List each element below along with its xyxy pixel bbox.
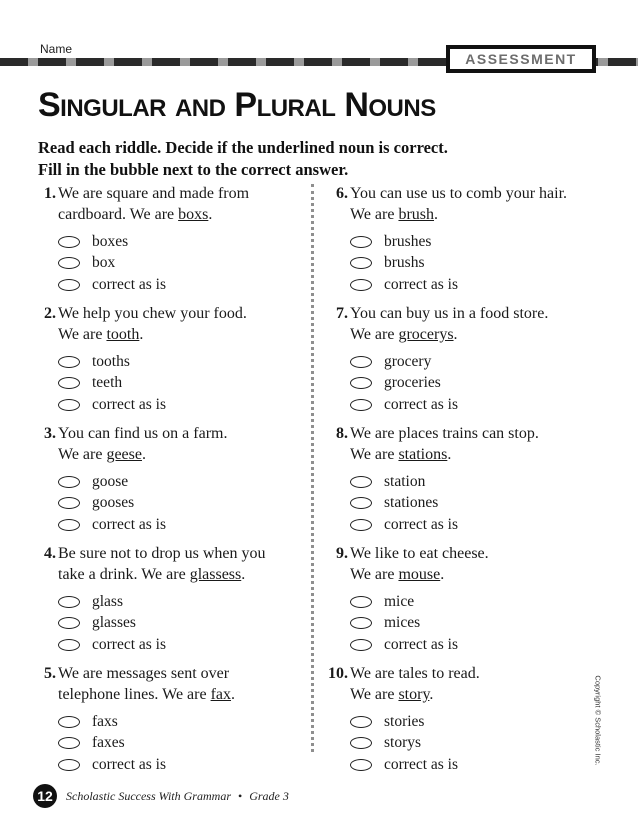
answer-option-label: groceries (384, 374, 441, 392)
question-text-segment: We are (350, 206, 399, 223)
answer-bubble[interactable] (350, 377, 372, 389)
question-text-segment: . (447, 446, 452, 463)
answer-option-label: faxs (92, 712, 118, 730)
answer-bubble[interactable] (58, 399, 80, 411)
underlined-noun: brush (398, 206, 435, 223)
question-item (330, 663, 620, 783)
question-text-segment: cardboard. We are (58, 206, 179, 223)
name-label: Name (40, 42, 73, 56)
footer-book-title: Scholastic Success With Grammar (66, 789, 231, 803)
question-text-segment: . (231, 686, 236, 703)
question-number: 9. (336, 545, 348, 562)
answer-option[interactable] (58, 351, 166, 373)
answer-option-label: correct as is (92, 515, 167, 533)
answer-option-label: brushs (384, 254, 425, 272)
question-text-segment: . (141, 446, 146, 463)
question-text (350, 543, 620, 585)
page-number-badge: 12 (33, 784, 57, 808)
answer-option[interactable] (58, 613, 166, 635)
answer-bubble[interactable] (58, 596, 80, 608)
answer-option[interactable] (58, 231, 166, 253)
underlined-noun: grocerys (398, 326, 454, 343)
question-text (58, 543, 328, 585)
answer-bubble[interactable] (58, 639, 80, 651)
answer-option[interactable] (350, 591, 458, 613)
question-line: We help you chew your food. (58, 305, 247, 322)
answer-option-label: teeth (92, 374, 123, 392)
answer-option[interactable] (58, 711, 166, 733)
question-text-segment: We are (58, 446, 107, 463)
answer-option[interactable] (350, 394, 458, 416)
question-item (330, 543, 620, 663)
answer-option-label: correct as is (384, 635, 459, 653)
answer-bubble[interactable] (350, 759, 372, 771)
answer-option-label: correct as is (384, 275, 459, 293)
answer-bubble[interactable] (58, 236, 80, 248)
question-text-segment: . (241, 566, 246, 583)
answer-bubble[interactable] (58, 356, 80, 368)
question-text (350, 183, 620, 225)
answer-bubble[interactable] (350, 497, 372, 509)
question-text-segment: . (440, 566, 445, 583)
answer-bubble[interactable] (58, 737, 80, 749)
answer-bubble[interactable] (58, 759, 80, 771)
question-number: 8. (336, 425, 348, 442)
answer-option[interactable] (58, 754, 166, 776)
question-line: You can buy us in a food store. (350, 305, 549, 322)
question-text-segment: We are (350, 326, 399, 343)
answer-bubble[interactable] (350, 356, 372, 368)
underlined-noun: geese (106, 446, 142, 463)
question-text-segment: . (208, 206, 213, 223)
answer-options (58, 231, 166, 296)
question-text (350, 423, 620, 465)
question-column-left (38, 183, 328, 783)
question-item (38, 663, 328, 783)
answer-bubble[interactable] (58, 279, 80, 291)
underlined-noun: mouse (398, 566, 441, 583)
answer-option-label: goose (92, 472, 129, 490)
answer-option[interactable] (58, 591, 166, 613)
question-item (38, 543, 328, 663)
answer-option-label: tooths (92, 352, 130, 370)
answer-bubble[interactable] (350, 279, 372, 291)
answer-option-label: stories (384, 712, 425, 730)
instruction-line: Fill in the bubble next to the correct answer. (38, 160, 349, 179)
underlined-noun: fax (210, 686, 232, 703)
answer-bubble[interactable] (58, 519, 80, 531)
question-line (350, 204, 620, 225)
question-item (330, 423, 620, 543)
question-line: We are tales to read. (350, 665, 480, 682)
answer-option[interactable] (350, 634, 458, 656)
answer-option[interactable] (350, 253, 458, 275)
answer-option-label: grocery (384, 352, 432, 370)
question-number: 4. (44, 545, 56, 562)
footer (66, 789, 289, 804)
question-number: 1. (44, 185, 56, 202)
question-item (38, 303, 328, 423)
underlined-noun: boxs (178, 206, 209, 223)
answer-options (58, 471, 166, 536)
answer-option[interactable] (58, 274, 166, 296)
question-text (350, 663, 620, 705)
question-line: We like to eat cheese. (350, 545, 489, 562)
question-line: We are square and made from (58, 185, 250, 202)
question-text-segment: telephone lines. We are (58, 686, 211, 703)
answer-option[interactable] (350, 373, 458, 395)
answer-option[interactable] (350, 351, 458, 373)
answer-bubble[interactable] (58, 716, 80, 728)
answer-option-label: mice (384, 592, 415, 610)
question-line (350, 324, 620, 345)
answer-options (350, 231, 458, 296)
answer-option[interactable] (350, 231, 458, 253)
question-text (58, 663, 328, 705)
question-number: 6. (336, 185, 348, 202)
answer-option[interactable] (58, 394, 166, 416)
question-line (58, 684, 328, 705)
column-divider (311, 184, 314, 752)
answer-bubble[interactable] (350, 476, 372, 488)
answer-bubble[interactable] (58, 257, 80, 269)
answer-option-label: correct as is (92, 275, 167, 293)
underlined-noun: story (398, 686, 430, 703)
answer-options (58, 591, 166, 656)
question-item (330, 303, 620, 423)
question-line: You can find us on a farm. (58, 425, 228, 442)
assessment-badge-label: ASSESSMENT (465, 51, 577, 67)
answer-option[interactable] (350, 471, 458, 493)
answer-option[interactable] (350, 711, 458, 733)
question-line: Be sure not to drop us when you (58, 545, 266, 562)
instructions (38, 137, 598, 181)
answer-option[interactable] (350, 493, 458, 515)
answer-bubble[interactable] (58, 497, 80, 509)
assessment-badge (446, 45, 596, 73)
answer-option-label: correct as is (384, 515, 459, 533)
answer-option[interactable] (350, 733, 458, 755)
copyright-notice: Copyright © Scholastic Inc. (593, 675, 603, 766)
question-line (58, 564, 328, 585)
question-text-segment: We are (350, 686, 399, 703)
answer-option[interactable] (350, 613, 458, 635)
answer-options (58, 711, 166, 776)
answer-option-label: correct as is (92, 395, 167, 413)
answer-bubble[interactable] (350, 716, 372, 728)
footer-grade: Grade 3 (249, 789, 289, 803)
question-text-segment: . (434, 206, 439, 223)
question-text-segment: . (429, 686, 434, 703)
question-text-segment: . (139, 326, 144, 343)
instruction-line: Read each riddle. Decide if the underlined noun is correct. (38, 138, 448, 157)
answer-option-label: station (384, 472, 426, 490)
question-number: 3. (44, 425, 56, 442)
answer-option[interactable] (58, 253, 166, 275)
question-text-segment: We are (350, 566, 399, 583)
answer-option-label: storys (384, 734, 422, 752)
answer-bubble[interactable] (350, 737, 372, 749)
question-text (350, 303, 620, 345)
underlined-noun: stations (398, 446, 448, 463)
answer-option[interactable] (58, 634, 166, 656)
answer-option-label: correct as is (384, 755, 459, 773)
question-line: You can use us to comb your hair. (350, 185, 568, 202)
answer-options (350, 591, 458, 656)
question-item (38, 183, 328, 303)
answer-option-label: mices (384, 614, 421, 632)
question-line (350, 684, 620, 705)
answer-options (350, 711, 458, 776)
answer-bubble[interactable] (58, 476, 80, 488)
answer-option-label: boxes (92, 232, 129, 250)
answer-bubble[interactable] (350, 399, 372, 411)
footer-separator: • (237, 789, 243, 803)
answer-option[interactable] (58, 514, 166, 536)
answer-options (350, 351, 458, 416)
answer-option[interactable] (350, 514, 458, 536)
answer-bubble[interactable] (350, 617, 372, 629)
question-line: We are places trains can stop. (350, 425, 539, 442)
answer-option-label: faxes (92, 734, 125, 752)
answer-option[interactable] (58, 373, 166, 395)
question-item (38, 423, 328, 543)
question-text (58, 183, 328, 225)
underlined-noun: glassess (189, 566, 242, 583)
answer-option-label: glass (92, 592, 123, 610)
answer-bubble[interactable] (350, 257, 372, 269)
question-text-segment: We are (350, 446, 399, 463)
answer-option-label: glasses (92, 614, 136, 632)
page-title: Singular and Plural Nouns (38, 86, 436, 124)
answer-option-label: brushes (384, 232, 432, 250)
answer-bubble[interactable] (350, 596, 372, 608)
question-number: 2. (44, 305, 56, 322)
question-line (350, 564, 620, 585)
question-line: We are messages sent over (58, 665, 230, 682)
question-text (58, 303, 328, 345)
question-line (58, 444, 328, 465)
question-line (350, 444, 620, 465)
answer-bubble[interactable] (58, 377, 80, 389)
answer-option-label: stationes (384, 494, 439, 512)
answer-option-label: correct as is (92, 635, 167, 653)
answer-options (350, 471, 458, 536)
question-text (58, 423, 328, 465)
question-number: 10. (328, 665, 348, 682)
question-text-segment: take a drink. We are (58, 566, 190, 583)
answer-option[interactable] (350, 754, 458, 776)
answer-bubble[interactable] (58, 617, 80, 629)
question-number: 5. (44, 665, 56, 682)
question-line (58, 204, 328, 225)
answer-option[interactable] (58, 493, 166, 515)
answer-bubble[interactable] (350, 519, 372, 531)
answer-bubble[interactable] (350, 236, 372, 248)
answer-option-label: gooses (92, 494, 135, 512)
answer-option[interactable] (58, 733, 166, 755)
question-number: 7. (336, 305, 348, 322)
question-column-right (330, 183, 620, 783)
question-line (58, 324, 328, 345)
answer-option[interactable] (350, 274, 458, 296)
question-text-segment: We are (58, 326, 107, 343)
answer-option-label: correct as is (384, 395, 459, 413)
question-text-segment: . (453, 326, 458, 343)
answer-option-label: box (92, 254, 116, 272)
answer-bubble[interactable] (350, 639, 372, 651)
answer-option[interactable] (58, 471, 166, 493)
answer-option-label: correct as is (92, 755, 167, 773)
underlined-noun: tooth (106, 326, 140, 343)
answer-options (58, 351, 166, 416)
question-item (330, 183, 620, 303)
